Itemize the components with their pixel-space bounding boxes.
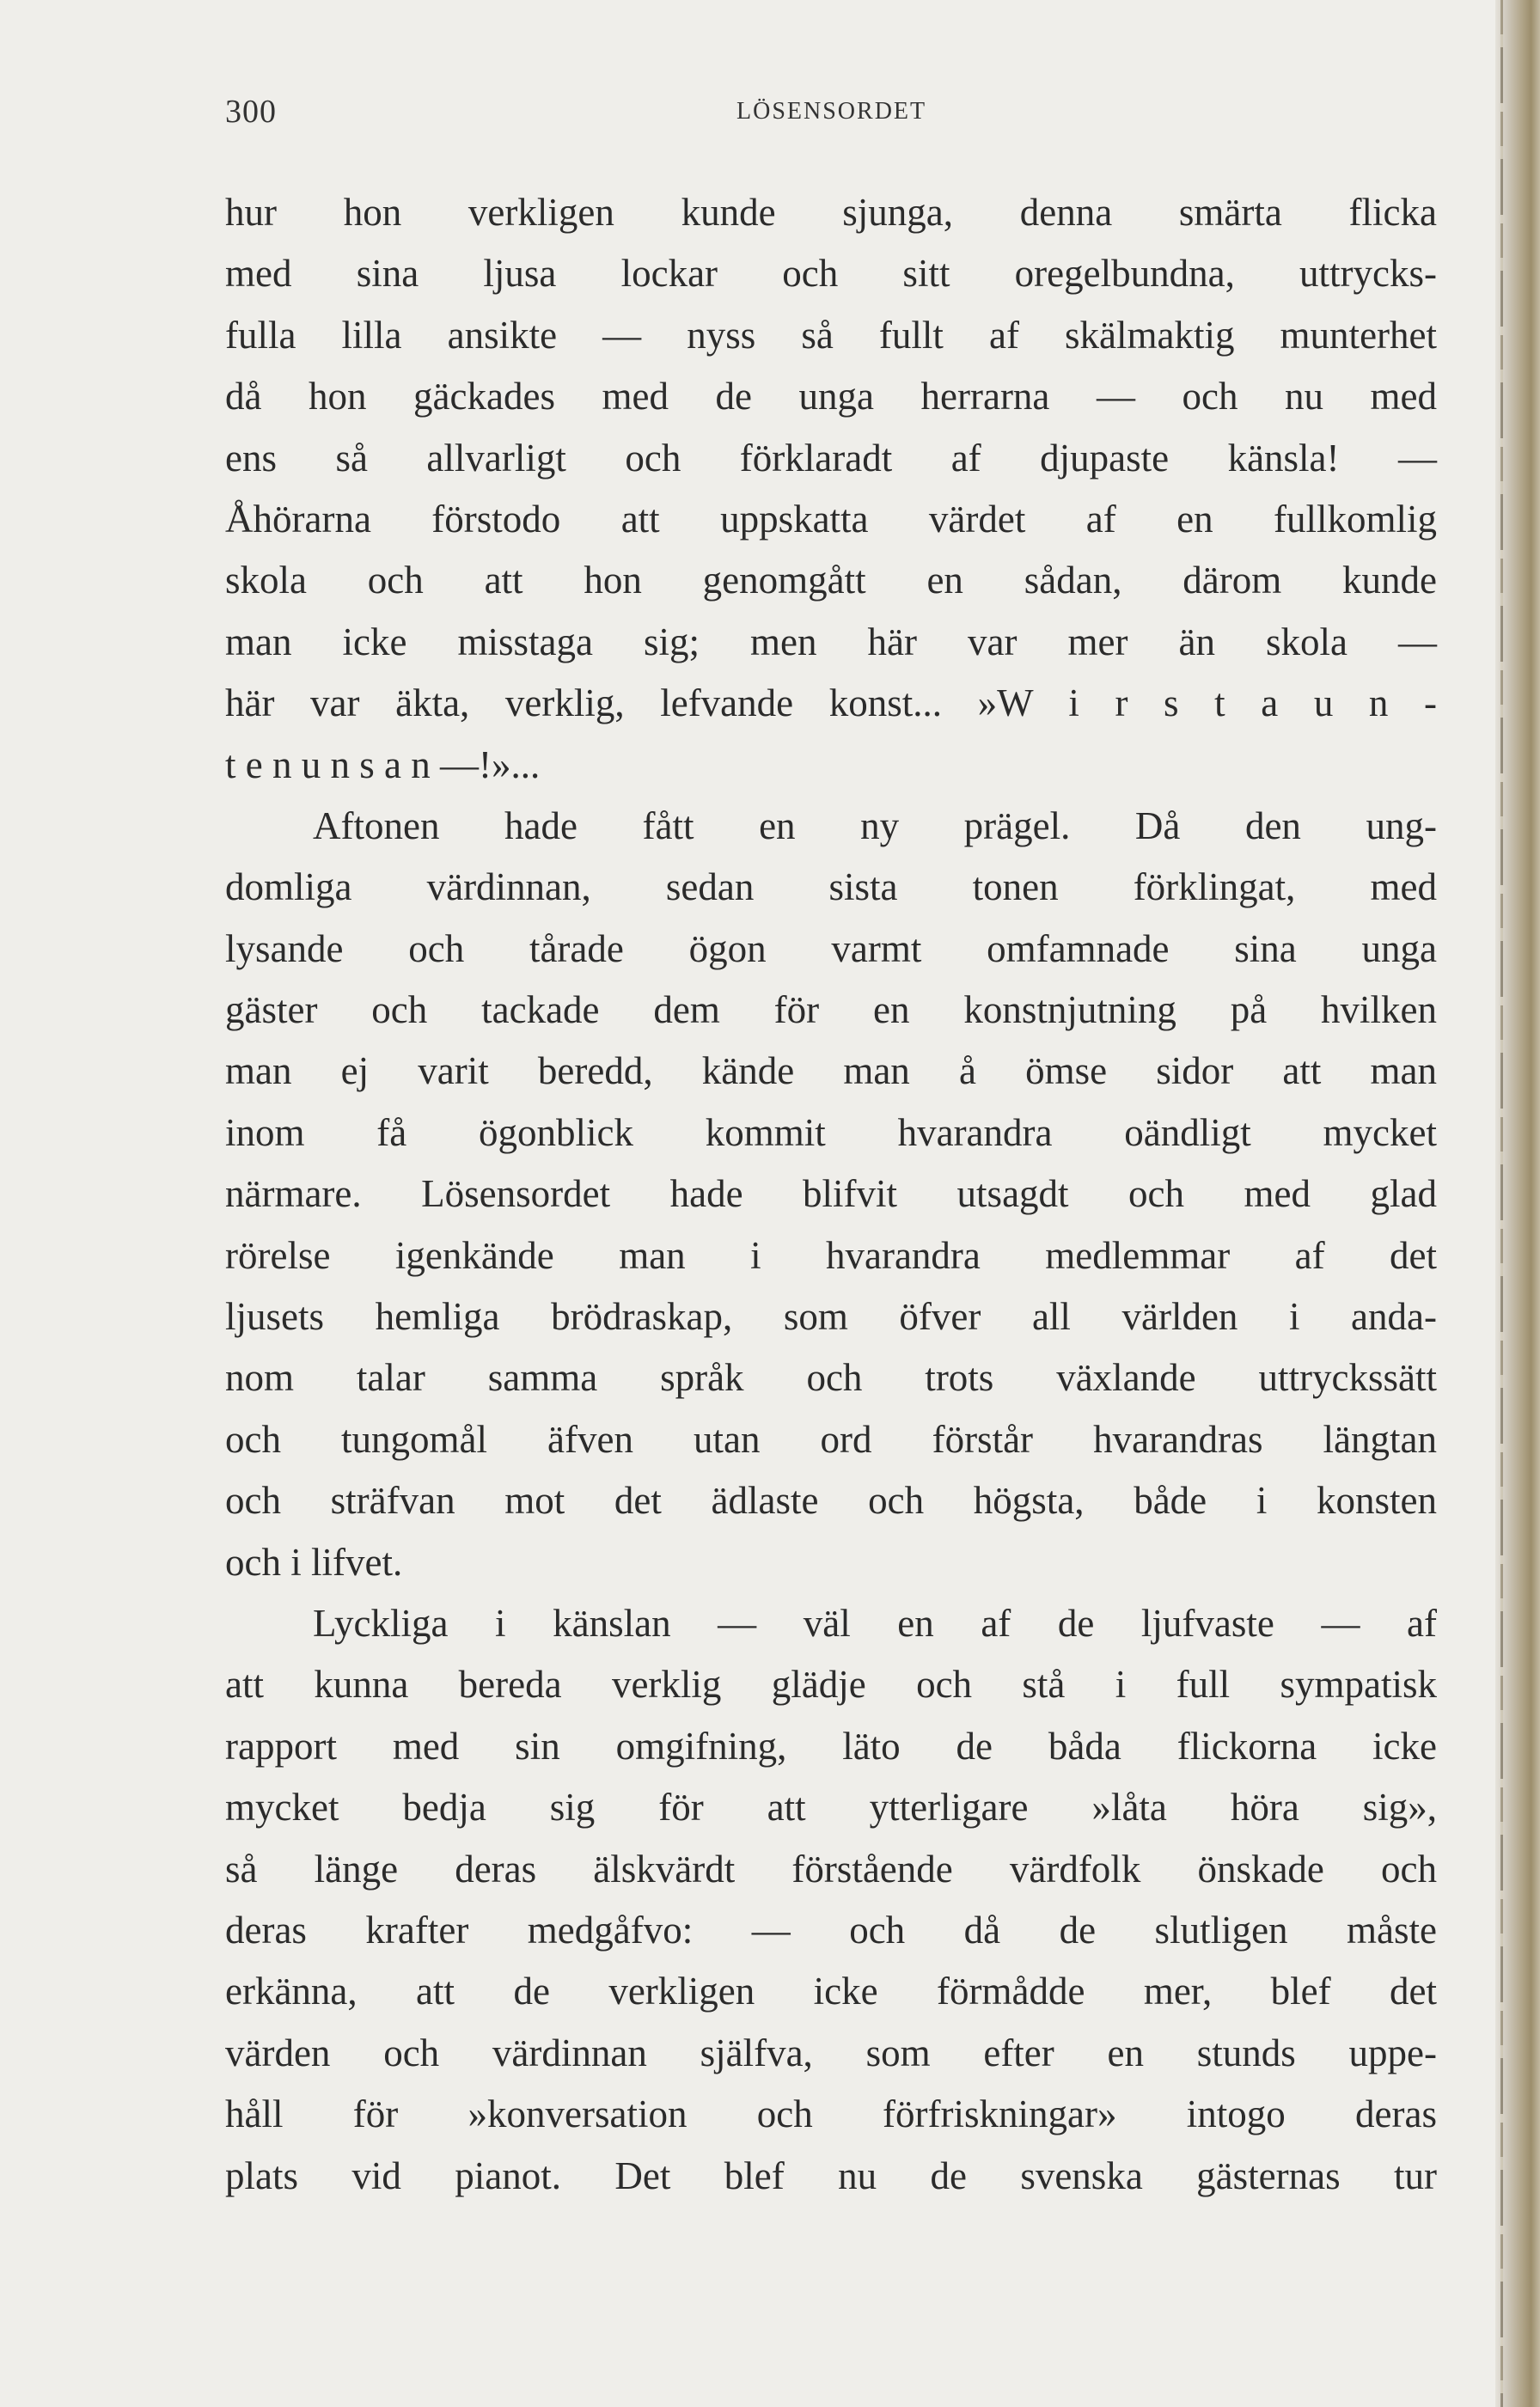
text-line: närmare. Lösensordet hade blifvit utsagdt och med glad (225, 1172, 1437, 1216)
text-line: hur hon verkligen kunde sjunga, denna smärta flicka (225, 191, 1437, 234)
text-line: så länge deras älskvärdt förstående värdfolk önskade och (225, 1847, 1437, 1891)
text-line: mycket bedja sig för att ytterligare »låta höra sig», (225, 1786, 1437, 1830)
text-line: t e n u n s a n —!»... (225, 742, 541, 786)
text-line: skola och att hon genomgått en sådan, därom kunde (225, 559, 1437, 602)
page-number: 300 (225, 94, 277, 130)
text-line: ljusets hemliga brödraskap, som öfver all världen i anda- (225, 1295, 1437, 1339)
text-line: värden och värdinnan själfva, som efter en stunds uppe- (225, 2031, 1437, 2074)
text-line: erkänna, att de verkligen icke förmådde mer, blef det (225, 1970, 1437, 2013)
text-line: fulla lilla ansikte — nyss så fullt af skälmaktig munterhet (225, 313, 1437, 357)
text-line: då hon gäckades med de unga herrarna — och nu med (225, 375, 1437, 418)
text-line: och sträfvan mot det ädlaste och högsta, både i konsten (225, 1479, 1437, 1523)
text-line: gäster och tackade dem för en konstnjutning på hvilken (225, 988, 1437, 1032)
running-title: LÖSENSORDET (736, 98, 927, 125)
text-line: man icke misstaga sig; men här var mer än skola — (225, 620, 1437, 663)
body-text (225, 182, 1437, 2207)
text-line: lysande och tårade ögon varmt omfamnade sina unga (225, 926, 1437, 970)
text-line: deras krafter medgåfvo: — och då de slutligen måste (225, 1908, 1437, 1952)
text-line: att kunna bereda verklig glädje och stå i full sympatisk (225, 1663, 1437, 1707)
text-line: ens så allvarligt och förklaradt af djupaste känsla! — (225, 436, 1437, 480)
text-line: här var äkta, verklig, lefvande konst... »W i r s t a u n - (225, 681, 1437, 725)
text-line: rörelse igenkände man i hvarandra medlemmar af det (225, 1233, 1437, 1277)
text-line: Åhörarna förstodo att uppskatta värdet af en fullkomlig (225, 497, 1437, 541)
paragraph-start: Aftonen hade fått en ny prägel. Då den ung- (313, 803, 1437, 847)
text-line: håll för »konversation och förfriskningar» intogo deras (225, 2092, 1437, 2136)
text-line: man ej varit beredd, kände man å ömse sidor att man (225, 1049, 1437, 1093)
book-page-edge (1495, 0, 1540, 2407)
text-line: inom få ögonblick kommit hvarandra oändligt mycket (225, 1110, 1437, 1154)
text-line: och tungomål äfven utan ord förstår hvarandras längtan (225, 1417, 1437, 1461)
text-line: plats vid pianot. Det blef nu de svenska gästernas tur (225, 2153, 1437, 2197)
text-line: domliga värdinnan, sedan sista tonen förklingat, med (225, 865, 1437, 909)
text-line: med sina ljusa lockar och sitt oregelbundna, uttrycks- (225, 252, 1437, 296)
text-line: och i lifvet. (225, 1540, 403, 1584)
page-header (225, 93, 1437, 132)
paragraph-start: Lyckliga i känslan — väl en af de ljufvaste — af (313, 1601, 1437, 1645)
text-line: rapport med sin omgifning, läto de båda flickorna icke (225, 1724, 1437, 1768)
text-line: nom talar samma språk och trots växlande uttryckssätt (225, 1356, 1437, 1400)
